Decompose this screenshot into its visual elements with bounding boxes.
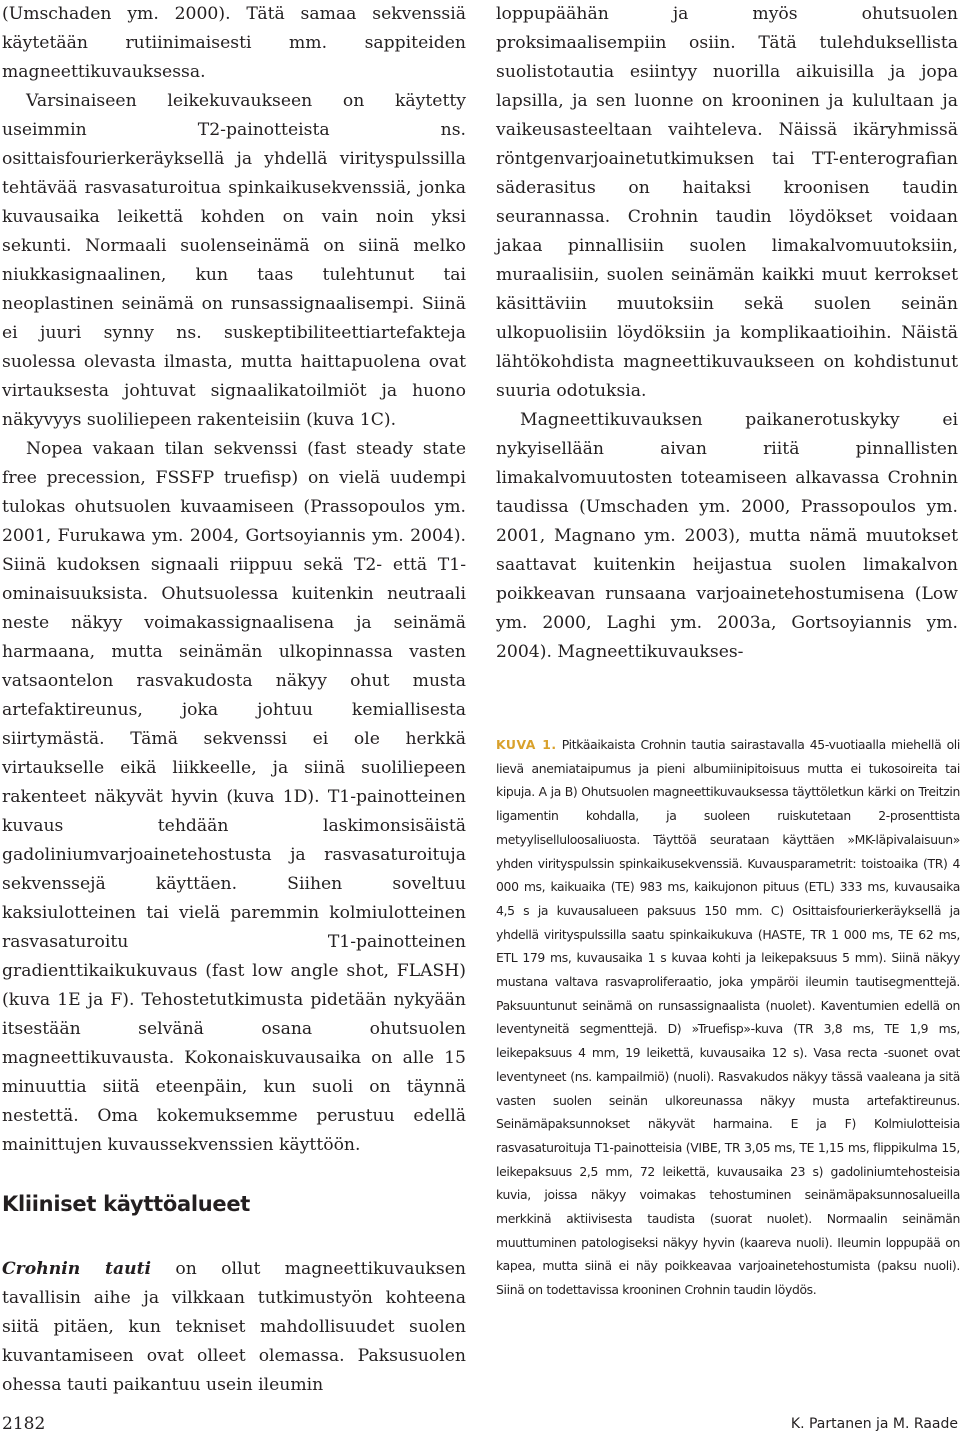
body-paragraph: (Umschaden ym. 2000). Tätä samaa sekvenssiä käytetään rutiinimaisesti mm. sappiteiden magneettikuvauksessa. bbox=[2, 4, 466, 82]
crohn-text: on ollut magneettikuvauksen tavallisin aihe ja vilkkaan tutkimustyön kohteena siitä pitäen, kun tekniset mahdollisuudet suolen kuvantamiseen ovat olleet olemassa. Paksusuolen ohessa tauti paikantuu usein ileumin bbox=[2, 1259, 466, 1396]
page-number: 2182 bbox=[2, 1414, 46, 1434]
body-paragraph: Nopea vakaan tilan sekvenssi (fast steady state free precession, FSSFP truefisp) on vielä uudempi tulokas ohutsuolen kuvaamiseen (Prassopoulos ym. 2001, Furukawa ym. 2004, Gortsoyiannis ym. 2004). Siinä kudoksen signaali riippuu sekä T2- että T1-ominaisuuksista. Ohutsuolessa kuitenkin neutraali neste näkyy voimakassignaalisena ja seinämä harmaana, mutta seinämän ulkopinnassa vasten vatsaontelon rasvakudosta näkyy ohut musta artefaktireunus, joka johtuu kemiallisesta siirtymästä. Tämä sekvenssi ei ole herkkä virtaukselle eikä liikkeelle, ja siinä suoliliepeen rakenteet näkyvät hyvin (kuva 1D). T1-painotteinen kuvaus tehdään laskimonsisäistä gadoliniumvarjoainetehostusta ja rasvasaturoituja sekvenssejä käyttäen. Siihen soveltuu kaksiulotteinen tai vielä paremmin kolmiulotteinen rasvasaturoitu T1-painotteinen gradienttikaikukuvaus (fast low angle shot, FLASH) (kuva 1E ja F). Tehostetutkimusta pidetään nykyään itsestään selvänä osana ohutsuolen magneettikuvausta. Kokonaiskuvausaika on alle 15 minuuttia siitä eteenpäin, kun suoli on täynnä nestettä. Oma kokemuksemme perustuu edellä mainittujen kuvaussekvenssien käyttöön. bbox=[2, 439, 466, 1155]
right-column bbox=[496, 0, 958, 667]
caption-text: Pitkäaikaista Crohnin tautia sairastavalla 45-vuotiaalla miehellä oli lievä anemiataipumus ja pieni albumiinipitoisuus mutta ei tukosoireita tai kipuja. A ja B) Ohutsuolen magneettikuvauksessa täyttöletkun kärki on Treitzin ligamentin kohdalla, ja suoleen ruiskutetaan 2-prosenttista metyyliselluloosaliuosta. Täyttöä seurataan käyttäen »MK-läpivalaisuun» yhden virityspulssin spinkaikusekvenssiä. Kuvausparametrit: toistoaika (TR) 4 000 ms, kaikuaika (TE) 983 ms, kaikujonon pituus (ETL) 333 ms, kuvausaika 4,5 s ja kuvausalueen paksuus 150 mm. C) Osittaisfourierkeräyksellä ja yhdellä virityspulssilla saatu spinkaikukuva (HASTE, TR 1 000 ms, TE 62 ms, ETL 179 ms, kuvausaika 1 s kuvaa kohti ja leikepaksuus 5 mm). Siinä näkyy mustana valtava rasvaproliferaatio, joka ympäröi ileumin tautisegmenttejä. Paksuuntunut seinämä on runsassignaalista (nuolet). Kaventumien edellä on leventyneitä segmenttejä. D) »Truefisp»-kuva (TR 3,8 ms, TE 1,9 ms, leikepaksuus 4 mm, 19 leikettä, kuvausaika 12 s). Vasa recta -suonet ovat leventyneet (ns. kampailmiö) (nuoli). Rasvakudos näkyy tässä vaaleana ja sitä vasten suolen seinän ulkoreunassa näkyy musta artefaktireunus. Seinämäpaksunnokset näkyvät harmaina. E ja F) Kolmiulotteisia rasvasaturoituja T1-painotteisia (VIBE, TR 3,05 ms, TE 1,15 ms, flippikulma 15, leikepaksuus 2,5 mm, 72 leikettä, kuvausaika 23 s) gadoliniumtehosteisia kuvia, joissa näkyy voimakas tehostuminen seinämäpaksunnosalueilla merkkinä aktiivisesta taudista (suorat nuolet). Normaalin seinämän muuttuminen patologiseksi näkyy hyvin (kaareva nuoli). Ileumin loppupää on kapea, mutta siinä ei näy poikkeavaa varjoainetehostumista (paksu nuoli). Siinä on todettavissa krooninen Crohnin taudin löydös. bbox=[496, 737, 960, 1298]
left-column bbox=[2, 0, 466, 1160]
body-paragraph: Varsinaiseen leikekuvaukseen on käytetty useimmin T2-painotteista ns. osittaisfourierkeräyksellä ja yhdellä virityspulssilla tehtävää rasvasaturoitua spinkaikusekvenssiä, jonka kuvausaika leikettä kohden on vain noin yksi sekunti. Normaali suolenseinämä on siinä melko niukkasignaalinen, kun taas tulehtunut tai neoplastinen seinämä on runsassignaalisempi. Siinä ei juuri synny ns. suskeptibiliteettiartefakteja suolessa olevasta ilmasta, mutta haittapuolena ovat virtauksesta johtuvat signaalikatoilmiöt ja huono näkyvyys suoliliepeen rakenteisiin (kuva 1C). bbox=[2, 91, 466, 430]
figure-caption bbox=[496, 733, 960, 1302]
body-paragraph: loppupäähän ja myös ohutsuolen proksimaalisempiin osiin. Tätä tulehduksellista suolistotautia esiintyy nuorilla aikuisilla ja jopa lapsilla, ja sen luonne on krooninen ja kulultaan ja vaikeusasteeltaan vaihteleva. Näissä ikäryhmissä röntgenvarjoainetutkimuksen tai TT-enterografian säderasitus on haitaksi kroonisen taudin seurannassa. Crohnin taudin löydökset voidaan jakaa pinnallisiin suolen limakalvomuutoksiin, muraalisiin, suolen seinämän kaikki muut kerrokset käsittäviin muutoksiin sekä suolen seinän ulkopuolisiin löydöksiin ja komplikaatioihin. Näistä lähtökohdista magneettikuvaukseen on kohdistunut suuria odotuksia. bbox=[496, 4, 958, 401]
crohn-term: Crohnin tauti bbox=[2, 1259, 152, 1280]
section-heading: Kliiniset käyttöalueet bbox=[2, 1192, 251, 1216]
running-footer-authors: K. Partanen ja M. Raade bbox=[790, 1416, 958, 1432]
crohn-paragraph bbox=[2, 1255, 466, 1400]
figure-label: KUVA 1. bbox=[496, 737, 557, 752]
body-paragraph: Magneettikuvauksen paikanerotuskyky ei nykyisellään aivan riitä pinnallisten limakalvomuutosten toteamiseen alkavassa Crohnin taudissa (Umschaden ym. 2000, Prassopoulos ym. 2001, Magnano ym. 2003), mutta nämä muutokset saattavat kuitenkin heijastua suolen limakalvon poikkeavan runsaana varjoainetehostumisena (Low ym. 2000, Laghi ym. 2003a, Gortsoyiannis ym. 2004). Magneettikuvaukses- bbox=[496, 410, 958, 662]
